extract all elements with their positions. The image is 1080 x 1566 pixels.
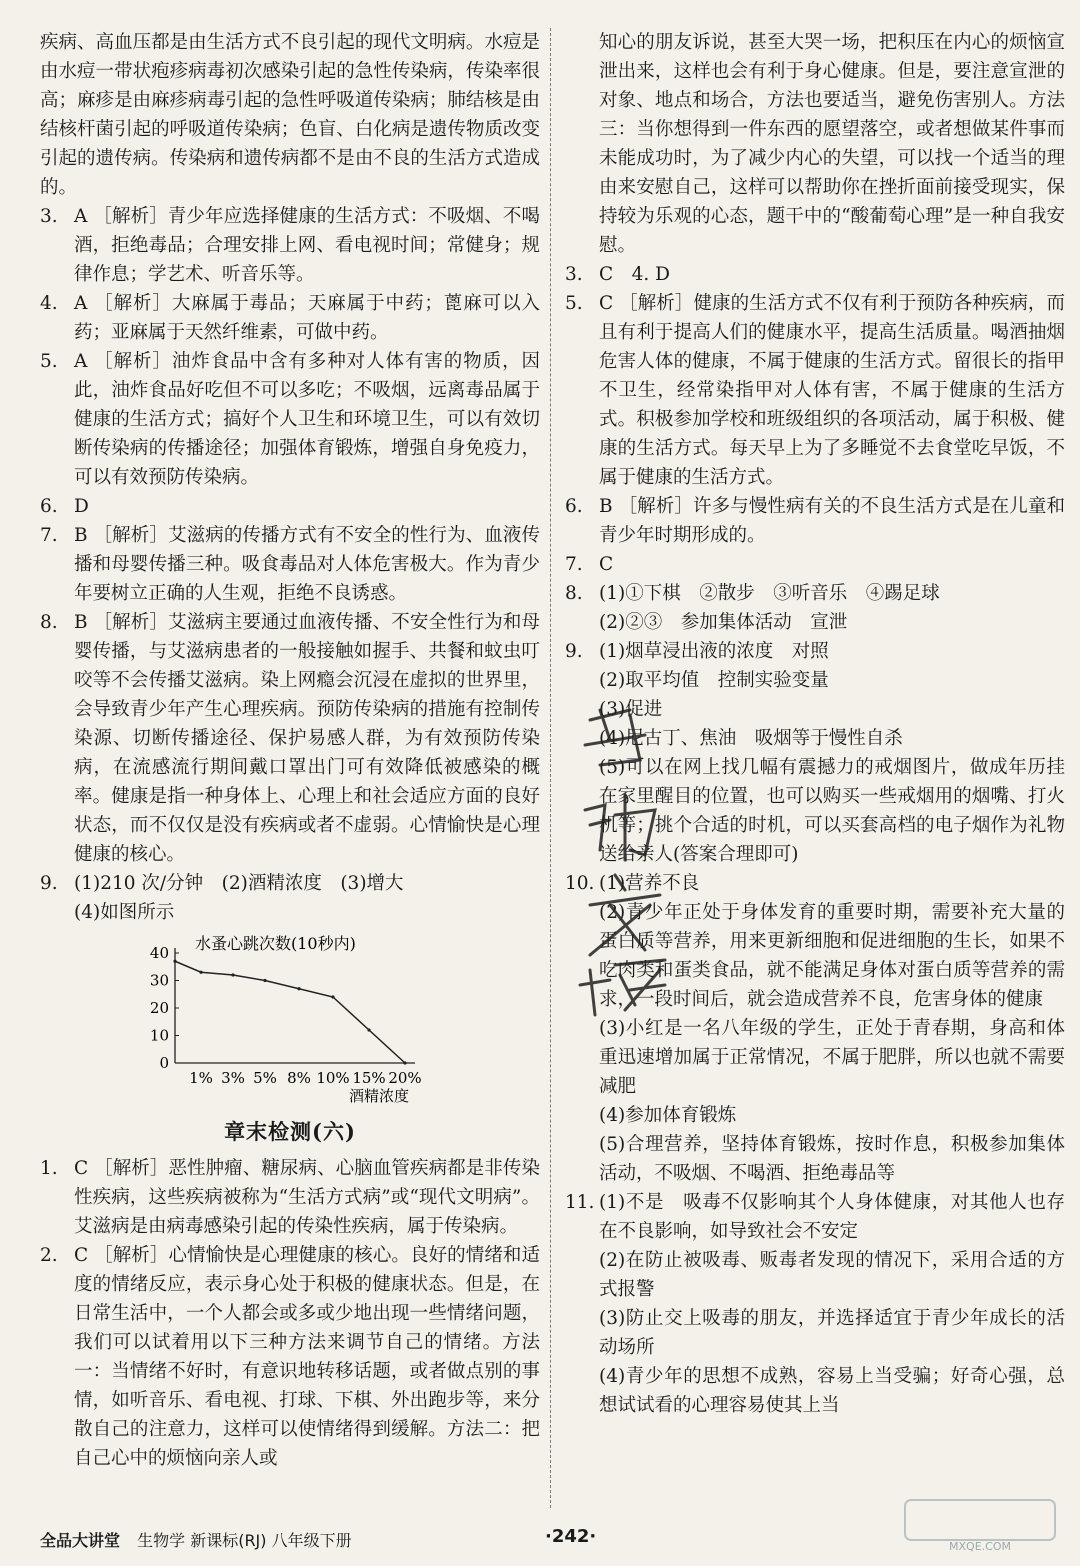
logo-text: MXQE.COM bbox=[949, 1540, 1011, 1553]
data-point bbox=[403, 1061, 406, 1064]
answer-number: 9. bbox=[40, 873, 58, 894]
answer-text: (1)210 次/分钟 (2)酒精浓度 (3)增大 bbox=[74, 873, 404, 894]
answer-text: C ［解析］健康的生活方式不仅有利于预防各种疾病，而且有利于提高人们的健康水平，提高生活质量。喝酒抽烟危害人体的健康，不属于健康的生活方式。留很长的指甲不卫生，经常染指甲对人体有害，不属于健康的生活方式。积极参加学校和班级组织的各项活动，属于积极、健康的生活方式。每天早上为了多睡觉不去食堂吃早饭，不属于健康的生活方式。 bbox=[599, 293, 1065, 488]
x-tick-label: 10% bbox=[316, 1069, 350, 1087]
answer-number: 5. bbox=[40, 351, 58, 372]
answer-text: C 4. D bbox=[599, 264, 671, 285]
answer-item bbox=[40, 492, 540, 521]
answer-item bbox=[40, 347, 540, 492]
y-tick-label: 40 bbox=[149, 944, 169, 962]
answer-item bbox=[565, 550, 1065, 579]
answer-text: B ［解析］许多与慢性病有关的不良生活方式是在儿童和青少年时期形成的。 bbox=[599, 496, 1065, 546]
x-tick-label: 20% bbox=[388, 1069, 422, 1087]
answer-number: 6. bbox=[565, 496, 583, 517]
data-point bbox=[297, 987, 300, 990]
answer-text: (1)营养不良 bbox=[599, 873, 700, 894]
footer-subject: 生物学 新课标(RJ) 八年级下册 bbox=[137, 1531, 352, 1550]
column-divider bbox=[550, 28, 551, 1508]
answer-number: 3. bbox=[565, 264, 583, 285]
answer-item bbox=[40, 608, 540, 869]
answer-number: 4. bbox=[40, 293, 58, 314]
answer-number: 2. bbox=[40, 1245, 58, 1266]
answer-subitem: (2)在防止被吸毒、贩毒者发现的情况下，采用合适的方式报警 bbox=[599, 1250, 1065, 1300]
answer-text: (1)烟草浸出液的浓度 对照 bbox=[599, 641, 829, 662]
continued-text: 疾病、高血压都是由生活方式不良引起的现代文明病。水痘是由水痘一带状疱疹病毒初次感染引起的急性传染病，传染率很高；麻疹是由麻疹病毒引起的急性呼吸道传染病；肺结核是由结核杆菌引起的呼吸道传染病；色盲、白化病是遗传物质改变引起的遗传病。传染病和遗传病都不是由不良的生活方式造成的。 bbox=[40, 32, 540, 198]
x-tick-label: 15% bbox=[352, 1069, 386, 1087]
data-point bbox=[367, 1028, 370, 1031]
heart-rate-chart bbox=[140, 933, 440, 1103]
continued-text: 知心的朋友诉说，甚至大哭一场，把积压在内心的烦恼宣泄出来，这样也会有利于身心健康。但是，要注意宣泄的对象、地点和场合，方法也要适当，避免伤害别人。方法三：当你想得到一件东西的愿望落空，或者想做某件事而未能成功时，为了减少内心的失望，可以找一个适当的理由来安慰自己，这样可以帮助你在挫折面前接受现实，保持较为乐观的心态，题干中的“酸葡萄心理”是一种自我安慰。 bbox=[599, 32, 1065, 256]
answer-text: C ［解析］恶性肿瘤、糖尿病、心脑血管疾病都是非传染性疾病，这些疾病被称为“生活方式病”或“现代文明病”。艾滋病是由病毒感染引起的传染性疾病，属于传染病。 bbox=[74, 1158, 540, 1237]
answer-item bbox=[565, 579, 1065, 608]
answer-number: 1. bbox=[40, 1158, 58, 1179]
answer-number: 6. bbox=[40, 496, 58, 517]
answer-item bbox=[40, 869, 540, 898]
answer-text: A ［解析］大麻属于毒品；天麻属于中药；蓖麻可以入药；亚麻属于天然纤维素，可做中药。 bbox=[74, 293, 540, 343]
y-tick-label: 30 bbox=[149, 971, 169, 990]
x-tick-label: 3% bbox=[221, 1069, 245, 1087]
answer-text: B ［解析］艾滋病的传播方式有不安全的性行为、血液传播和母婴传播三种。吸食毒品对人体危害极大。作为青少年要树立正确的人生观，拒绝不良诱惑。 bbox=[74, 525, 540, 604]
answer-item bbox=[40, 1154, 540, 1241]
answer-subitem: (5)合理营养，坚持体育锻炼，按时作息，积极参加集体活动，不吸烟、不喝酒、拒绝毒品等 bbox=[599, 1134, 1065, 1184]
answer-text: (1)①下棋 ②散步 ③听音乐 ④踢足球 bbox=[599, 583, 940, 604]
site-logo bbox=[900, 1495, 1060, 1555]
data-point bbox=[331, 995, 334, 998]
answer-number: 3. bbox=[40, 206, 58, 227]
answer-number: 7. bbox=[565, 554, 583, 575]
answer-number: 9. bbox=[565, 641, 583, 662]
answer-item bbox=[565, 492, 1065, 550]
data-point bbox=[173, 960, 176, 963]
answer-subitem: (2)取平均值 控制实验变量 bbox=[599, 670, 829, 691]
answer-text: C ［解析］心情愉快是心理健康的核心。良好的情绪和适度的情绪反应，表示身心处于积极的健康状态。但是，在日常生活中，一个人都会或多或少地出现一些情绪问题，我们可以试着用以下三种方法来调节自己的情绪。方法一：当情绪不好时，有意识地转移话题，或者做点别的事情，如听音乐、看电视、打球、下棋、外出跑步等，来分散自己的注意力，这样可以使情绪得到缓解。方法二：把自己心中的烦恼向亲人或 bbox=[74, 1245, 540, 1469]
answer-text: C bbox=[599, 554, 614, 575]
answer-subitem: (2)②③ 参加集体活动 宣泄 bbox=[599, 612, 848, 633]
x-tick-label: 1% bbox=[189, 1069, 213, 1087]
x-tick-label: 5% bbox=[253, 1069, 277, 1087]
answer-item bbox=[40, 202, 540, 289]
answer-subitem: (3)小红是一名八年级的学生，正处于青春期，身高和体重迅速增加属于正常情况，不属于肥胖，所以也就不需要减肥 bbox=[599, 1018, 1065, 1097]
answer-subitem: (4)尼古丁、焦油 吸烟等于慢性自杀 bbox=[599, 728, 903, 749]
answer-number: 11. bbox=[565, 1192, 595, 1213]
answer-subitem: (4)青少年的思想不成熟，容易上当受骗；好奇心强，总想试试看的心理容易使其上当 bbox=[599, 1366, 1065, 1416]
answer-text: D bbox=[74, 496, 89, 517]
page-footer bbox=[40, 1528, 1040, 1551]
answer-subitem: (4)如图所示 bbox=[74, 902, 175, 923]
answer-number: 8. bbox=[565, 583, 583, 604]
answer-text: A ［解析］油炸食品中含有多种对人体有害的物质，因此，油炸食品好吃但不可以多吃；不吸烟，远离毒品属于健康的生活方式；搞好个人卫生和环境卫生，可以有效切断传染病的传播途径；加强体育锻炼，增强自身免疫力，可以有效预防传染病。 bbox=[74, 351, 540, 488]
answer-text: (1)不是 吸毒不仅影响其个人身体健康，对其他人也存在不良影响，如导致社会不安定 bbox=[599, 1192, 1065, 1242]
x-tick-label: 8% bbox=[287, 1069, 311, 1087]
answer-subitem: (5)可以在网上找几幅有震撼力的戒烟图片，做成年历挂在家里醒目的位置，也可以购买一些戒烟用的烟嘴、打火机等；挑个合适的时机，可以买套高档的电子烟作为礼物送给亲人(答案合理即可) bbox=[599, 757, 1065, 865]
y-tick-label: 20 bbox=[149, 999, 169, 1017]
section-title: 章末检测(六) bbox=[224, 1119, 356, 1144]
answer-item bbox=[40, 1241, 540, 1473]
answer-text: B ［解析］艾滋病主要通过血液传播、不安全性行为和母婴传播，与艾滋病患者的一般接触如握手、共餐和蚊虫叮咬等不会传播艾滋病。染上网瘾会沉浸在虚拟的世界里，会导致青少年产生心理疾病。预防传染病的措施有控制传染源、切断传播途径、保护易感人群，为有效预防传染病，在流感流行期间戴口罩出门可有效降低被感染的概率。健康是指一种身体上、心理上和社会适应方面的良好状态，而不仅仅是没有疾病或者不虚弱。心情愉快是心理健康的核心。 bbox=[74, 612, 540, 865]
answer-item bbox=[565, 1188, 1065, 1246]
answer-subitem: (4)参加体育锻炼 bbox=[599, 1105, 737, 1126]
handwritten-watermark bbox=[570, 700, 690, 1020]
page-number: ·242· bbox=[545, 1526, 597, 1547]
answer-subitem: (3)防止交上吸毒的朋友，并选择适宜于青少年成长的活动场所 bbox=[599, 1308, 1065, 1358]
data-point bbox=[263, 979, 266, 982]
chart-title: 水蚤心跳次数(10秒内) bbox=[195, 934, 356, 953]
answer-text: A ［解析］青少年应选择健康的生活方式：不吸烟、不喝酒，拒绝毒品；合理安排上网、看电视时间；常健身；规律作息；学艺术、听音乐等。 bbox=[74, 206, 540, 285]
left-column bbox=[40, 28, 540, 1473]
data-point bbox=[199, 971, 202, 974]
answer-number: 7. bbox=[40, 525, 58, 546]
answer-subitem: (2)青少年正处于身体发育的重要时期，需要补充大量的蛋白质等营养，用来更新细胞和促进细胞的生长，如果不吃肉类和蛋类食品，就不能满足身体对蛋白质等营养的需求，一段时间后，就会造成营养不良，危害身体的健康 bbox=[599, 902, 1065, 1010]
answer-number: 10. bbox=[565, 873, 595, 894]
footer-brand: 全品大讲堂 bbox=[40, 1531, 121, 1550]
x-axis-label: 酒精浓度 bbox=[348, 1087, 410, 1103]
answer-item bbox=[565, 260, 1065, 289]
y-tick-label: 0 bbox=[159, 1054, 169, 1072]
answer-item bbox=[40, 289, 540, 347]
series-line bbox=[175, 961, 405, 1063]
answer-number: 8. bbox=[40, 612, 58, 633]
answer-subitem: (3)促进 bbox=[599, 699, 663, 720]
answer-item bbox=[40, 521, 540, 608]
y-tick-label: 10 bbox=[149, 1026, 169, 1045]
answer-item bbox=[565, 637, 1065, 666]
data-point bbox=[231, 973, 234, 976]
answer-number: 5. bbox=[565, 293, 583, 314]
answer-item bbox=[565, 289, 1065, 492]
